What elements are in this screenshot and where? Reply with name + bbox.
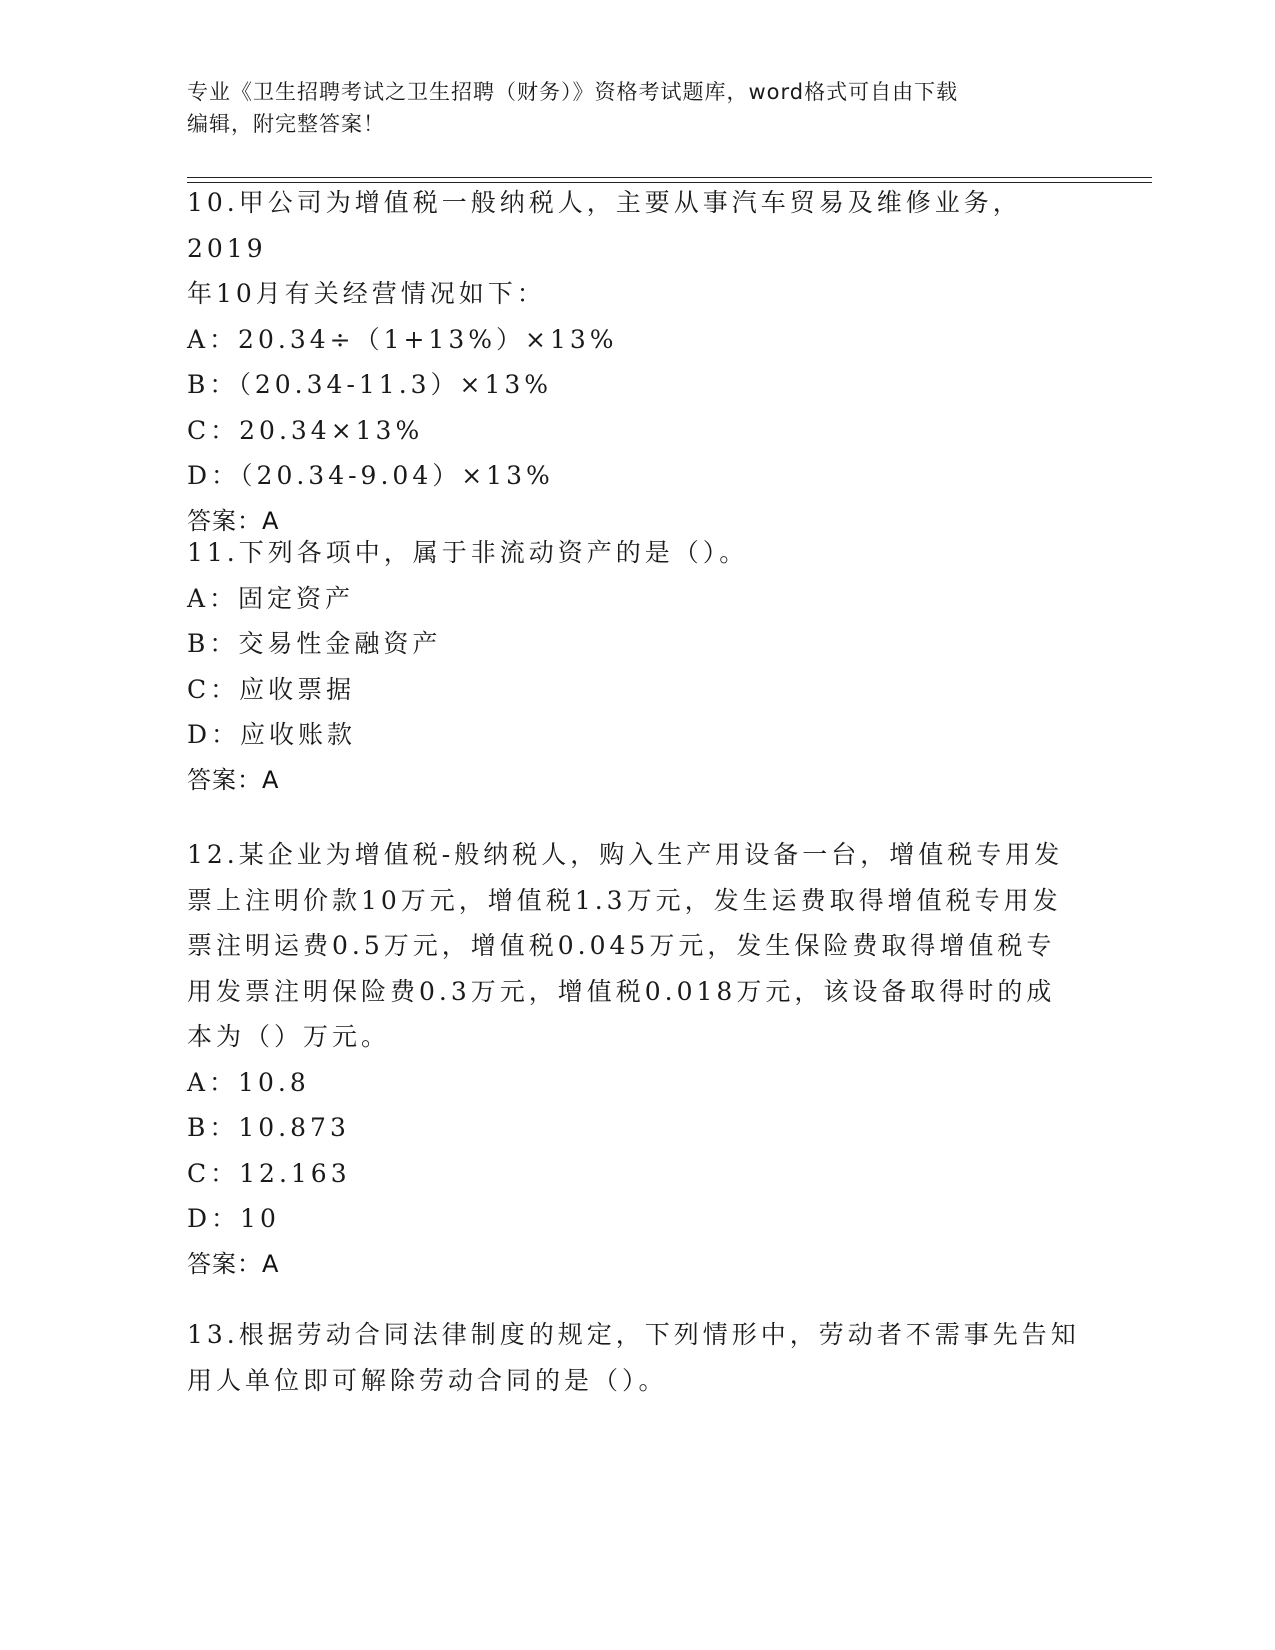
- question-stem-line: 票注明运费0.5万元，增值税0.045万元，发生保险费取得增值税专: [187, 931, 1056, 960]
- option-d: D：（20.34-9.04）×13%: [187, 461, 554, 490]
- question-12: [187, 832, 1087, 1287]
- option-b: B：（20.34-11.3）×13%: [187, 370, 553, 399]
- question-stem-line: 票上注明价款10万元，增值税1.3万元，发生运费取得增值税专用发: [187, 885, 1062, 915]
- question-stem-line: 10.甲公司为增值税一般纳税人，主要从事汽车贸易及维修业务，2019: [187, 188, 1022, 263]
- question-stem-line: 用人单位即可解除劳动合同的是（）。: [187, 1365, 668, 1395]
- option-c: C：20.34×13%: [187, 415, 424, 445]
- question-stem-line: 13.根据劳动合同法律制度的规定，下列情形中，劳动者不需事先告知: [187, 1320, 1080, 1349]
- question-13: [187, 1312, 1087, 1403]
- question-stem-line: 用发票注明保险费0.3万元，增值税0.018万元，该设备取得时的成: [187, 976, 1056, 1006]
- question-10: [187, 180, 1087, 544]
- option-d: D：10: [187, 1204, 280, 1233]
- answer-line: 答案：A: [187, 1249, 280, 1278]
- question-stem-line: 年10月有关经营情况如下：: [187, 279, 546, 308]
- answer-line: 答案：A: [187, 765, 280, 794]
- question-11: [187, 530, 1087, 803]
- header-line-1: 专业《卫生招聘考试之卫生招聘（财务）》资格考试题库，word格式可自由下载: [187, 80, 959, 104]
- document-header: [187, 76, 1077, 140]
- option-c: C：12.163: [187, 1158, 351, 1188]
- option-b: B：10.873: [187, 1113, 350, 1142]
- option-b: B：交易性金融资产: [187, 629, 442, 658]
- option-a: A：10.8: [187, 1067, 310, 1097]
- question-stem-line: 12.某企业为增值税-般纳税人，购入生产用设备一台，增值税专用发: [187, 840, 1064, 869]
- option-a: A：20.34÷（1+13%）×13%: [187, 324, 618, 354]
- question-stem-line: 11.下列各项中，属于非流动资产的是（）。: [187, 538, 749, 567]
- option-c: C：应收票据: [187, 674, 356, 704]
- answer-line: 答案：A: [187, 506, 280, 535]
- option-a: A：固定资产: [187, 583, 355, 613]
- header-divider-top: [187, 177, 1152, 178]
- header-line-2: 编辑，附完整答案！: [187, 112, 385, 136]
- question-stem-line: 本为（）万元。: [187, 1022, 391, 1051]
- option-d: D：应收账款: [187, 720, 357, 749]
